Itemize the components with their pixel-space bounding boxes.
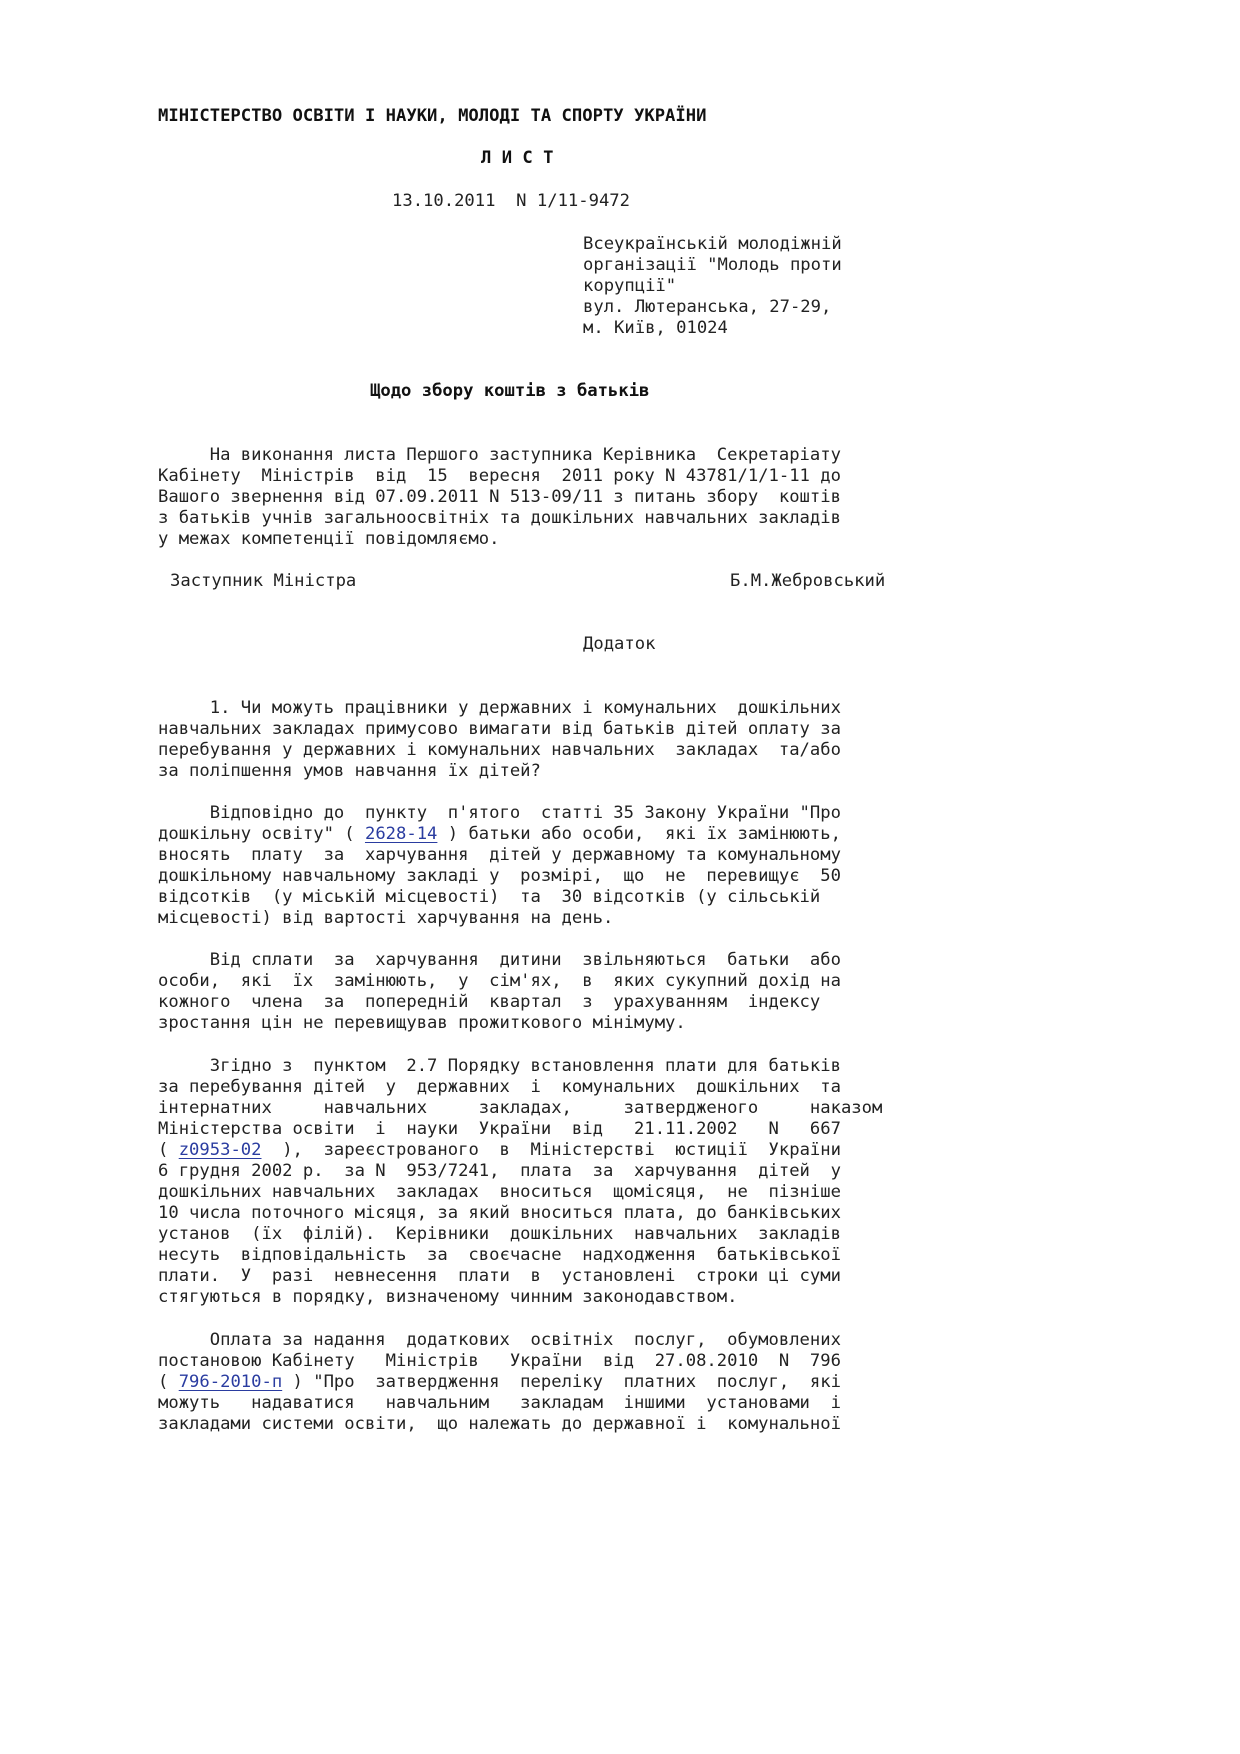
paragraph-line: закладами системи освіти, що належать до державної і комунальної bbox=[158, 1414, 841, 1434]
paragraph-line: установ (їх філій). Керівники дошкільних навчальних закладів bbox=[158, 1224, 841, 1244]
paragraph-line: дошкільних навчальних закладах вноситься щомісяця, не пізніше bbox=[158, 1182, 841, 1202]
date-and-number: 13.10.2011 N 1/11-9472 bbox=[392, 191, 630, 211]
paragraph-line: Оплата за надання додаткових освітніх послуг, обумовлених bbox=[158, 1330, 841, 1350]
paragraph-line: Міністерства освіти і науки України від 21.11.2002 N 667 bbox=[158, 1119, 841, 1139]
signature-name: Б.М.Жебровський bbox=[730, 571, 886, 591]
paragraph-line: 10 числа поточного місяця, за який вноситься плата, до банківських bbox=[158, 1203, 841, 1223]
paragraph-line: зростання цін не перевищував прожиткового мінімуму. bbox=[158, 1013, 686, 1033]
document-type: Л И С Т bbox=[481, 148, 554, 168]
intro-line: Вашого звернення від 07.09.2011 N 513-09/11 з питань збору коштів bbox=[158, 487, 841, 507]
text-segment: дошкільну освіту" ( bbox=[158, 824, 365, 844]
signature-position: Заступник Міністра bbox=[170, 571, 357, 591]
paragraph-line: особи, які їх замінюють, у сім'ях, в яких сукупний дохід на bbox=[158, 971, 841, 991]
addressee-line: вул. Лютеранська, 27-29, bbox=[583, 297, 832, 317]
paragraph-line: за перебування дітей у державних і комунальних дошкільних та bbox=[158, 1077, 841, 1097]
question-line: навчальних закладах примусово вимагати від батьків дітей оплату за bbox=[158, 719, 841, 739]
paragraph-line: відсотків (у міській місцевості) та 30 відсотків (у сільській bbox=[158, 887, 821, 907]
paragraph-line: Від сплати за харчування дитини звільняються батьки або bbox=[158, 950, 841, 970]
paragraph-line: постановою Кабінету Міністрів України від 27.08.2010 N 796 bbox=[158, 1351, 841, 1371]
intro-line: На виконання листа Першого заступника Керівника Секретаріату bbox=[158, 445, 841, 465]
paragraph-line: дошкільному навчальному закладі у розмірі, що не перевищує 50 bbox=[158, 866, 841, 886]
intro-line: з батьків учнів загальноосвітніх та дошкільних навчальних закладів bbox=[158, 508, 841, 528]
paragraph-line: інтернатних навчальних закладах, затвердженого наказом bbox=[158, 1098, 883, 1118]
paragraph-line: стягуються в порядку, визначеному чинним законодавством. bbox=[158, 1287, 738, 1307]
law-2628-14-link[interactable]: 2628-14 bbox=[364, 824, 438, 844]
addressee-line: м. Київ, 01024 bbox=[583, 318, 728, 338]
paragraph-line: можуть надаватися навчальним закладам іншими установами і bbox=[158, 1393, 841, 1413]
paragraph-line: 6 грудня 2002 р. за N 953/7241, плата за харчування дітей у bbox=[158, 1161, 841, 1181]
addressee-line: корупції" bbox=[583, 276, 677, 296]
text-segment: ) "Про затвердження переліку платних послуг, які bbox=[282, 1372, 841, 1392]
addressee-line: Всеукраїнській молодіжній bbox=[583, 234, 842, 254]
paragraph-line: несуть відповідальність за своєчасне надходження батьківської bbox=[158, 1245, 841, 1265]
annex-label: Додаток bbox=[583, 634, 656, 654]
text-segment: ) батьки або особи, які їх замінюють, bbox=[437, 824, 841, 844]
text-segment: ( bbox=[158, 1140, 179, 1160]
text-segment: ( bbox=[158, 1372, 179, 1392]
resolution-796-2010-link[interactable]: 796-2010-п bbox=[178, 1372, 283, 1392]
question-line: перебування у державних і комунальних навчальних закладах та/або bbox=[158, 740, 841, 760]
addressee-line: організації "Молодь проти bbox=[583, 255, 842, 275]
intro-line: у межах компетенції повідомляємо. bbox=[158, 529, 500, 549]
paragraph-line: плати. У разі невнесення плати в установлені строки ці суми bbox=[158, 1266, 841, 1286]
intro-line: Кабінету Міністрів від 15 вересня 2011 року N 43781/1/1-11 до bbox=[158, 466, 841, 486]
paragraph-line: Відповідно до пункту п'ятого статті 35 Закону України "Про bbox=[158, 803, 841, 823]
paragraph-line: Згідно з пунктом 2.7 Порядку встановлення плати для батьків bbox=[158, 1056, 841, 1076]
paragraph-line: вносять плату за харчування дітей у державному та комунальному bbox=[158, 845, 841, 865]
text-segment: ), зареєстрованого в Міністерстві юстиції України bbox=[261, 1140, 841, 1160]
order-z0953-02-link[interactable]: z0953-02 bbox=[178, 1140, 262, 1160]
paragraph-line: місцевості) від вартості харчування на день. bbox=[158, 908, 614, 928]
question-line: за поліпшення умов навчання їх дітей? bbox=[158, 761, 541, 781]
subject-heading: Щодо збору коштів з батьків bbox=[370, 381, 650, 401]
paragraph-line: кожного члена за попередній квартал з урахуванням індексу bbox=[158, 992, 821, 1012]
ministry-title: МІНІСТЕРСТВО ОСВІТИ І НАУКИ, МОЛОДІ ТА СПОРТУ УКРАЇНИ bbox=[158, 106, 707, 126]
question-line: 1. Чи можуть працівники у державних і комунальних дошкільних bbox=[158, 698, 841, 718]
